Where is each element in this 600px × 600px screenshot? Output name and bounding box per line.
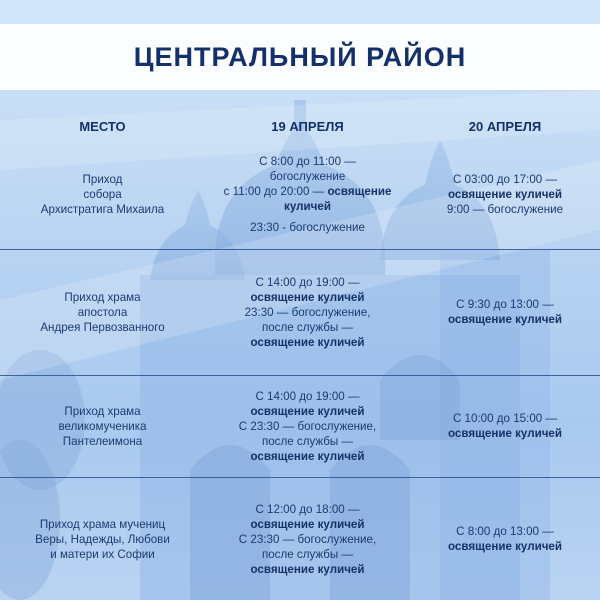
column-header-place: МЕСТО [79,119,126,134]
schedule-line [270,169,346,184]
place-line: Пантелеимона [62,434,143,448]
day2-cell [410,376,600,476]
schedule-line [250,290,364,305]
schedule-line [456,524,554,539]
page-title: ЦЕНТРАЛЬНЫЙ РАЙОН [133,41,467,72]
row-divider [0,375,600,376]
table-row [0,140,600,248]
schedule-text: после службы — [261,434,354,448]
place-line: собора [83,187,122,201]
schedule-line [250,335,364,350]
schedule-line [239,419,376,434]
schedule-line [255,275,359,290]
schedule-line [250,220,365,235]
blessing-text: освящение куличей [447,313,563,326]
schedule-text: С 23:30 — богослужение, [238,419,377,433]
schedule-line [447,202,563,217]
blessing-text: куличей [284,199,331,213]
table-row [0,376,600,476]
day2-cell [410,140,600,248]
column-header-day2: 20 АПРЕЛЯ [468,119,542,134]
schedule-text: после службы — [261,320,354,334]
schedule-line [250,449,364,464]
blessing-text: освящение [327,184,392,198]
schedule-text: с 11:00 до 20:00 — [223,184,328,198]
column-header-day1: 19 АПРЕЛЯ [271,119,344,134]
schedule-line [255,389,359,404]
place-line: Приход храма [64,404,141,418]
schedule-line [448,426,562,441]
blessing-text: освящение куличей [250,449,365,463]
blessing-text: освящение куличей [250,562,365,576]
table-row [0,250,600,374]
schedule-text: С 10:00 до 15:00 — [452,412,558,425]
schedule-line [456,297,554,312]
blessing-text: освящение куличей [447,187,563,201]
schedule-text: С 14:00 до 19:00 — [255,389,360,403]
schedule-text: С 14:00 до 19:00 — [255,275,360,289]
schedule-text: С 03:00 до 17:00 — [452,172,558,186]
place-line: Архистратига Михаила [40,202,165,216]
schedule-text: после службы — [261,547,354,561]
schedule-line [453,172,557,187]
schedule-line [262,434,353,449]
place-cell [0,250,205,374]
schedule-text: С 8:00 до 13:00 — [456,525,554,538]
schedule-line [284,199,331,214]
schedule-text: С 12:00 до 18:00 — [255,502,360,516]
schedule-line [453,411,557,426]
schedule-line [262,320,353,335]
schedule-text: С 9:30 до 13:00 — [456,298,554,311]
schedule-text: 9:00 — богослужение [446,202,564,216]
day2-cell [410,478,600,600]
schedule-line [448,312,562,327]
place-line: апостола [77,305,128,319]
table-row [0,478,600,600]
blessing-text: освящение куличей [250,335,365,349]
day1-cell [205,250,410,374]
place-cell [0,478,205,600]
blessing-text: освящение куличей [250,517,365,531]
day1-cell [205,376,410,476]
place-line: Андрея Первозванного [40,320,165,334]
schedule-line [250,562,364,577]
day2-cell [410,250,600,374]
blessing-text: освящение куличей [250,404,365,418]
day1-cell [205,140,410,248]
row-divider [0,249,600,250]
schedule-line [262,547,353,562]
day1-cell [205,478,410,600]
place-cell [0,140,205,248]
schedule-text: С 23:30 — богослужение, [238,532,377,546]
schedule-line [250,404,364,419]
place-line: Веры, Надежды, Любови [35,532,170,546]
place-line: Приход храма мучениц [39,517,166,531]
schedule-text: богослужение [269,169,346,183]
schedule-line [245,305,371,320]
place-line: Приход [82,172,123,186]
schedule-line [255,502,359,517]
row-divider [0,477,600,478]
schedule-line [448,187,562,202]
place-cell [0,376,205,476]
schedule-line [239,532,376,547]
blessing-text: освящение куличей [447,540,563,553]
place-line: Приход храма [64,290,141,304]
place-line: и матери их Софии [50,547,155,561]
header-bar [0,24,600,90]
schedule-text: 23:30 — богослужение, [244,305,371,319]
place-line: великомученика [58,419,147,433]
blessing-text: освящение куличей [447,427,563,440]
schedule-text: 23:30 - богослужение [250,220,365,234]
schedule-line [224,184,392,199]
blessing-text: освящение куличей [250,290,365,304]
schedule-line [259,154,356,169]
schedule-text: C 8:00 до 11:00 — [259,154,356,168]
schedule-line [250,517,364,532]
schedule-line [448,539,562,554]
